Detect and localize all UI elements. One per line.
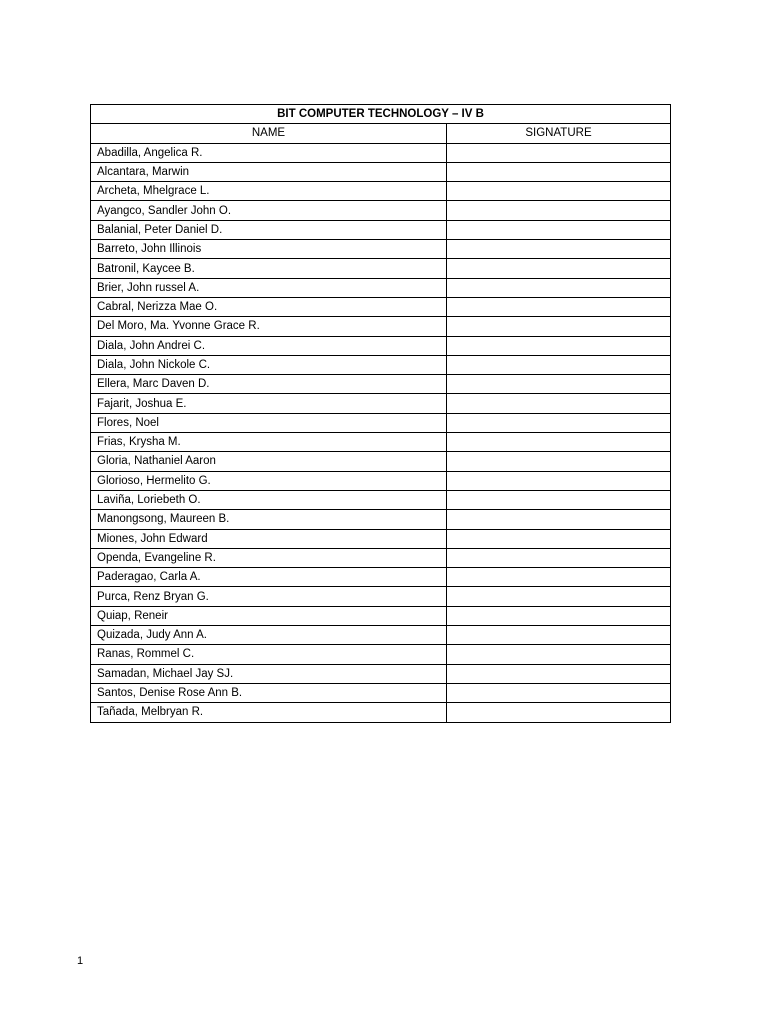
student-name: Gloria, Nathaniel Aaron [91,452,447,471]
signature-cell [447,375,671,394]
student-name: Quiap, Reneir [91,606,447,625]
student-name: Santos, Denise Rose Ann B. [91,683,447,702]
signature-cell [447,510,671,529]
student-name: Flores, Noel [91,413,447,432]
signature-cell [447,529,671,548]
table-title: BIT COMPUTER TECHNOLOGY – IV B [91,105,671,124]
signature-cell [447,568,671,587]
table-row [91,278,671,297]
table-row [91,510,671,529]
table-row [91,490,671,509]
student-rows [91,143,671,722]
signature-cell [447,703,671,722]
student-name: Samadan, Michael Jay SJ. [91,664,447,683]
student-name: Diala, John Nickole C. [91,355,447,374]
signature-cell [447,413,671,432]
student-name: Frias, Krysha M. [91,433,447,452]
student-name: Ayangco, Sandler John O. [91,201,447,220]
student-name: Batronil, Kaycee B. [91,259,447,278]
header-row [91,124,671,143]
signature-cell [447,259,671,278]
signature-cell [447,645,671,664]
student-name: Barreto, John Illinois [91,240,447,259]
signature-cell [447,317,671,336]
signature-cell [447,336,671,355]
student-name: Brier, John russel A. [91,278,447,297]
table-row [91,201,671,220]
signature-cell [447,664,671,683]
table-row [91,143,671,162]
student-name: Alcantara, Marwin [91,162,447,181]
table-row [91,317,671,336]
signature-cell [447,297,671,316]
table-row [91,683,671,702]
table-row [91,606,671,625]
table-row [91,240,671,259]
table-row [91,355,671,374]
table-row [91,471,671,490]
signature-cell [447,490,671,509]
table-row [91,452,671,471]
student-name: Abadilla, Angelica R. [91,143,447,162]
student-name: Ranas, Rommel C. [91,645,447,664]
signature-cell [447,626,671,645]
table-row [91,664,671,683]
student-name: Paderagao, Carla A. [91,568,447,587]
signature-cell [447,548,671,567]
table-row [91,587,671,606]
title-row [91,105,671,124]
signature-cell [447,182,671,201]
table-row [91,568,671,587]
signature-cell [447,433,671,452]
signature-cell [447,278,671,297]
signature-cell [447,471,671,490]
signature-cell [447,683,671,702]
table-row [91,182,671,201]
student-name: Quizada, Judy Ann A. [91,626,447,645]
table-row [91,433,671,452]
student-name: Diala, John Andrei C. [91,336,447,355]
table-row [91,645,671,664]
table-row [91,375,671,394]
signature-cell [447,220,671,239]
table-row [91,297,671,316]
student-name: Fajarit, Joshua E. [91,394,447,413]
student-name: Tañada, Melbryan R. [91,703,447,722]
table-row [91,220,671,239]
table-row [91,336,671,355]
student-name: Openda, Evangeline R. [91,548,447,567]
signature-cell [447,201,671,220]
student-name: Del Moro, Ma. Yvonne Grace R. [91,317,447,336]
signature-cell [447,143,671,162]
table-row [91,259,671,278]
table-row [91,413,671,432]
signature-cell [447,452,671,471]
signature-cell [447,394,671,413]
student-name: Manongsong, Maureen B. [91,510,447,529]
signature-cell [447,355,671,374]
table-row [91,394,671,413]
student-name: Ellera, Marc Daven D. [91,375,447,394]
student-name: Miones, John Edward [91,529,447,548]
table-row [91,626,671,645]
student-name: Archeta, Mhelgrace L. [91,182,447,201]
page-number: 1 [77,955,84,967]
table-row [91,548,671,567]
student-name: Laviña, Loriebeth O. [91,490,447,509]
signature-cell [447,587,671,606]
student-name: Glorioso, Hermelito G. [91,471,447,490]
signature-cell [447,162,671,181]
attendance-table [90,104,671,723]
table-row [91,162,671,181]
student-name: Purca, Renz Bryan G. [91,587,447,606]
student-name: Cabral, Nerizza Mae O. [91,297,447,316]
signature-column-header: SIGNATURE [447,124,671,143]
table-row [91,529,671,548]
table-row [91,703,671,722]
signature-cell [447,606,671,625]
signature-cell [447,240,671,259]
student-name: Balanial, Peter Daniel D. [91,220,447,239]
name-column-header: NAME [91,124,447,143]
